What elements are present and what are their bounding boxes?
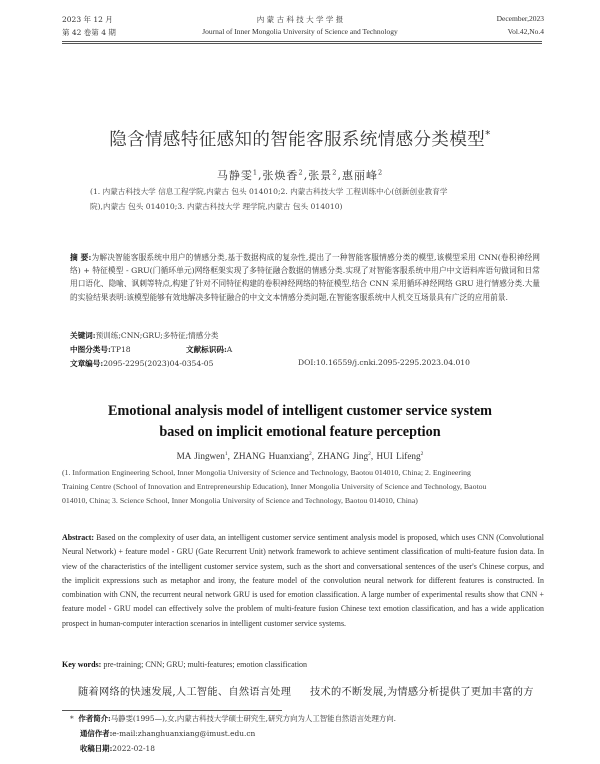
affiliation-cn-line1: (1. 内蒙古科技大学 信息工程学院,内蒙古 包头 014010;2. 内蒙古科技大学 工程训练中心(创新创业教育学 <box>90 187 448 196</box>
abstract-en-label: Abstract: <box>62 533 94 542</box>
footnote-received <box>80 743 155 754</box>
author-cn-2-sup: 2 <box>298 168 304 177</box>
footnote-mark: * <box>70 714 74 723</box>
abstract-en <box>62 531 544 631</box>
body-cn-left-first-line: 随着网络的快速发展,人工智能、自然语言处理 <box>78 687 292 698</box>
doi: DOI:10.16559/j.cnki.2095-2295.2023.04.010 <box>298 358 470 367</box>
title-footnote-mark: * <box>485 129 491 142</box>
affiliation-cn-line2: 院),内蒙古 包头 014010;3. 内蒙古科技大学 理学院,内蒙古 包头 014010) <box>90 202 343 211</box>
doc-code-value: A <box>226 345 233 354</box>
affiliation-en-line2: Training Centre (School of Innovation and Entrepreneurship Education), Inner Mongolia University of Science and Technology, Baotou <box>62 482 487 491</box>
clc-line <box>70 344 131 355</box>
authors-cn: 马静雯$^1$,张焕香$^2$,张景$^2$,惠丽峰$^2$ <box>216 168 384 182</box>
footnote-author-label: 作者简介: <box>78 714 111 723</box>
footnote-received-label: 收稿日期: <box>80 744 113 753</box>
header-rule-top <box>62 41 542 42</box>
footnote-received-text: 2022-02-18 <box>112 744 155 753</box>
abstract-en-text: Based on the complexity of user data, an intelligent customer service sentiment analysis model is proposed, which uses CNN (Convolutional Neural Network) + feature model - GRU (Gate Recurrent Unit) network framework to achieve sentiment classification of multi-feature fusion data. In view of the characteristics of the intelligent customer service system, such as the short and conversational sentences of the user's Chinese corpus, and the implicit expressions such as metaphor and irony, the feature model of the convolution neural network for different features is constructed. In combination with CNN, the recurrent neural network GRU is used for emotion classification. A large number of experimental results show that CNN + feature model - GRU model can effectively solve the problem of multi-feature fusion Chinese text emotion classification, and has a wide application prospect in human-computer interaction scenarios in intelligent customer service systems. <box>62 533 544 628</box>
author-cn-3: 张景 <box>308 169 333 182</box>
article-number-label: 文章编号: <box>70 359 104 368</box>
affiliation-en-line3: 014010, China; 3. Science School, Inner Mongolia University of Science and Technology, Baotou 014010, China) <box>62 496 418 505</box>
header-journal-en: Journal of Inner Mongolia University of Science and Technology <box>202 27 398 36</box>
footnote-corr-label: 通信作者: <box>80 729 113 738</box>
header-date-cn: 2023 年 12 月 <box>62 15 113 24</box>
keywords-cn-label: 关键词: <box>70 331 96 340</box>
author-cn-4-sup: 2 <box>377 168 384 177</box>
doc-code-line <box>186 344 232 355</box>
keywords-en-text: pre-training; CNN; GRU; multi-features; emotion classification <box>103 660 308 669</box>
author-en-2-sup: 2 <box>308 451 312 457</box>
title-en-line2: based on implicit emotional feature perception <box>159 424 441 440</box>
author-en-3: ZHANG Jing <box>317 451 369 462</box>
author-cn-3-sup: 2 <box>332 168 338 177</box>
title-en-line1: Emotional analysis model of intelligent customer service system <box>108 403 492 419</box>
header-rule-bottom <box>62 43 542 44</box>
author-en-4-sup: 2 <box>420 451 424 457</box>
clc-value: TP18 <box>110 345 131 354</box>
footnote-author-text: 马静雯(1995—),女,内蒙古科技大学硕士研究生,研究方向为人工智能自然语言处理方向. <box>110 714 396 723</box>
title-cn <box>0 126 600 151</box>
keywords-cn-text: 预训练;CNN;GRU;多特征;情感分类 <box>95 331 219 340</box>
abstract-cn-text: 为解决智能客服系统中用户的情感分类,基于数据构成的复杂性,提出了一种智能客服情感分类的模型,该模型采用 CNN(卷积神经网络) + 特征模型 - GRU(门循环单元)网络框架实现了多特征融合数据的情感分类.实现了对智能客服系统中用户中文语料库语句做词和日常用口语化、隐喻、讽刺等特点,构建了针对不同特征构建的卷积神经网络的特征模型,结合 CNN 采用循环神经网络 GRU 进行情感分类.大量的实验结果表明:该模型能够有效地解决多特征融合的中文文本情感分类问题,在智能客服系统中人机交互场景具有广泛的应用前景. <box>70 253 540 302</box>
author-en-4: HUI Lifeng <box>376 451 421 462</box>
affiliation-en-line1: (1. Information Engineering School, Inner Mongolia University of Science and Technology, Baotou 014010, China; 2. Engineering <box>62 468 471 477</box>
keywords-en-label: Key words: <box>62 660 102 669</box>
header-date-en: December,2023 <box>496 14 544 23</box>
author-cn-1: 马静雯 <box>216 169 253 182</box>
footnote-correspondence <box>80 728 255 739</box>
author-cn-4: 惠丽峰 <box>341 169 378 182</box>
header-issue-cn: 第 42 卷第 4 期 <box>62 28 116 37</box>
footnote-rule <box>62 710 282 711</box>
keywords-cn <box>70 330 219 341</box>
title-cn-text: 隐含情感特征感知的智能客服系统情感分类模型 <box>109 130 486 150</box>
body-cn-right-first-line: 技术的不断发展,为情感分析提供了更加丰富的方 <box>310 687 534 698</box>
abstract-cn <box>70 251 540 304</box>
footnote-author <box>70 713 396 724</box>
author-cn-2: 张焕香 <box>262 169 299 182</box>
author-en-1-sup: 1 <box>224 451 228 457</box>
footnote-corr-text: e-mail:zhanghuanxiang@imust.edu.cn <box>112 729 256 738</box>
author-en-3-sup: 2 <box>368 451 371 457</box>
header-issue-en: Vol.42,No.4 <box>507 27 544 36</box>
clc-label: 中图分类号: <box>70 345 111 354</box>
author-en-1: MA Jingwen <box>176 451 225 462</box>
header-journal-cn: 内 蒙 古 科 技 大 学 学 报 <box>256 15 344 24</box>
doc-code-label: 文献标识码: <box>186 345 227 354</box>
abstract-cn-label: 摘 要: <box>70 253 92 262</box>
author-cn-1-sup: 1 <box>252 168 259 177</box>
keywords-en <box>62 660 307 669</box>
authors-en: MA Jingwen$^1$, ZHANG Huanxiang$^2$, ZHANG Jing$^2$, HUI Lifeng$^2$ <box>176 451 424 462</box>
author-en-2: ZHANG Huanxiang <box>233 451 309 462</box>
article-number-value: 2095-2295(2023)04-0354-05 <box>103 359 214 368</box>
article-number-line <box>70 358 213 369</box>
